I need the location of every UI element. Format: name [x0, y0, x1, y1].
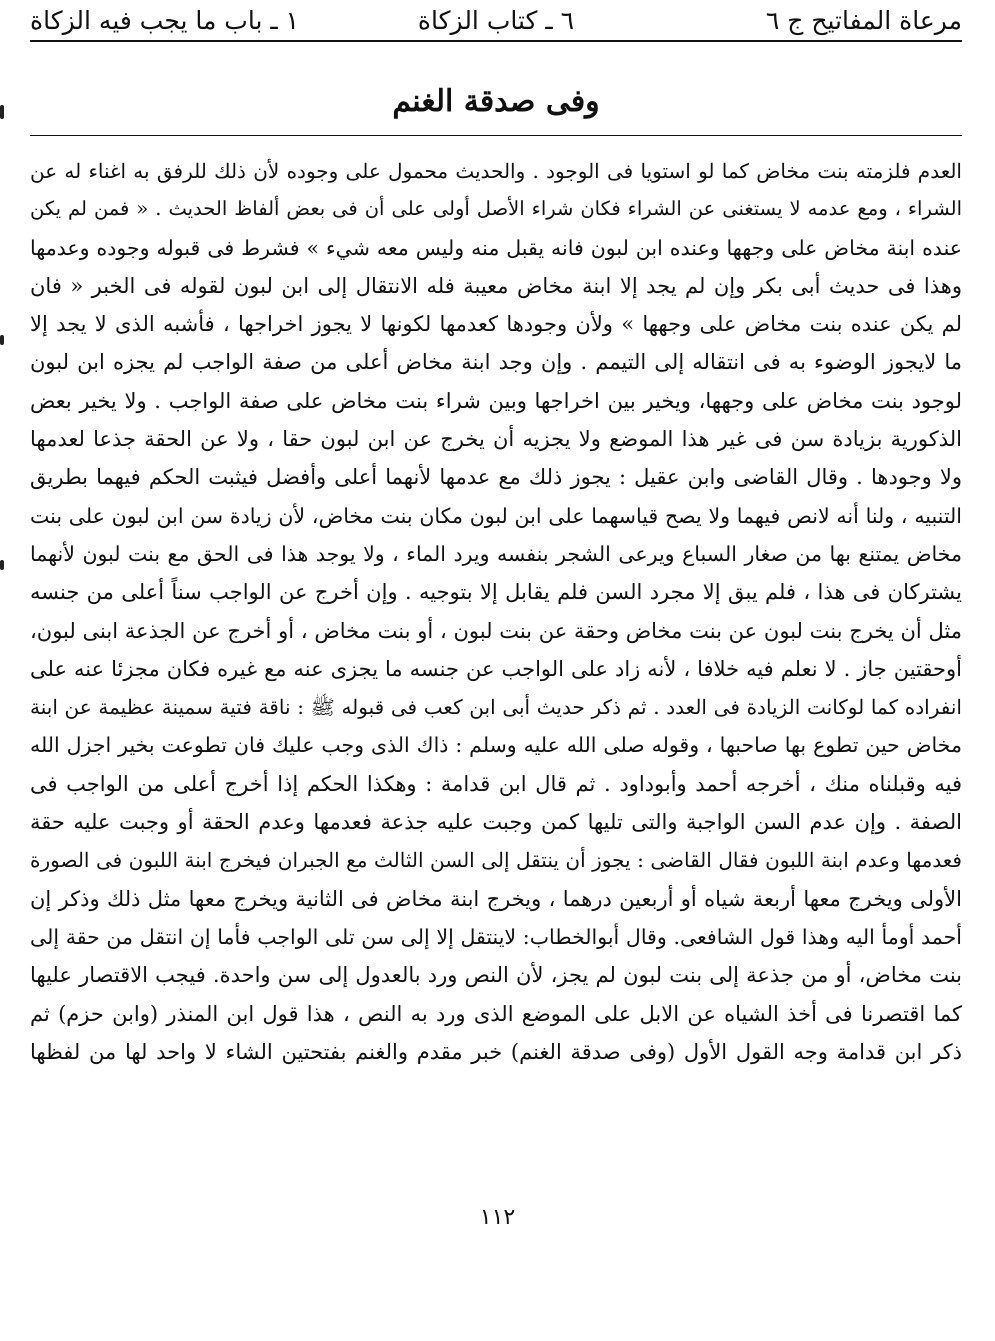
text-line: الصفة . وإن عدم السن الواجبة والتى تليها كمن وجبت عليه جذعة فعدمها وعدم الحقة أو وجبت عليه حقة — [30, 810, 962, 835]
scan-edge-mark — [0, 560, 4, 570]
text-line: أوحقتين جاز . لا نعلم فيه خلافا ، لأنه زاد على الواجب عن جنسه ما يجزى عنه مع غيره فكان مجزئا عنه على — [30, 656, 962, 681]
text-line: أحمد أومأ اليه وهذا قول الشافعى. وقال أبوالخطاب: لاينتقل إلا إلى سن تلى الواجب فأما إن انتقل من حقة إلى — [30, 924, 962, 949]
text-line: فيه وقبلناه منك ، أخرجه أحمد وأبوداود . ثم قال ابن قدامة : وهكذا الحكم إذا أخرج أعلى من الواجب فى — [30, 771, 962, 796]
text-line: كما اقتصرنا فى أخذ الشياه عن الابل على الموضع الذى ورد به النص ، هذا قول ابن المنذر (وابن حزم) ثم — [30, 1001, 962, 1026]
text-line: وهذا فى حديث أبى بكر وإن لم يجد إلا ابنة مخاض معيبة فله الانتقال إلى ابن لبون لقوله فى الخبر « فان — [30, 273, 962, 298]
text-line: يشتركان فى هذا ، فلم يبق إلا مجرد السن فلم يقابل إلا بتوجيه . وإن أخرج عن الواجب سناً أعلى من جنسه — [30, 580, 962, 605]
header-section: ١ ـ باب ما يجب فيه الزكاة — [30, 6, 300, 35]
page-number: ١١٢ — [479, 1205, 516, 1230]
text-line: بنت مخاض، أو من جذعة إلى بنت لبون لم يجز، لأن النص ورد بالعدول إلى سن واحدة. فيجب الاقتصار عليها — [30, 963, 962, 988]
scan-edge-mark — [0, 105, 4, 119]
text-line: لم يكن عنده بنت مخاض على وجهها » ولأن وجودها كعدمها لكونها لا يجوز اخراجها ، فأشبه الذى لا يجد إلا — [30, 312, 962, 337]
text-line: الشراء ، ومع عدمه لا يستغنى عن الشراء فكان شراء الأصل أولى على أن فى بعض ألفاظ الحديث . « فمن لم يكن — [30, 197, 962, 221]
body-text — [30, 152, 962, 1071]
section-title: وفى صدقة الغنم — [392, 84, 600, 119]
text-line: ذكر ابن قدامة وجه القول الأول (وفى صدقة الغنم) خبر مقدم والغنم بفتحتين الشاء لا واحد لها من لفظها — [30, 1039, 962, 1064]
text-line: مخاض حين تطوع بها صاحبها ، وقوله صلى الله عليه وسلم : ذاك الذى وجب عليك فان تطوعت بخير اجزل الله — [30, 733, 962, 758]
text-line: العدم فلزمته بنت مخاض كما لو استويا فى الوجود . والحديث محمول على وجوده لأن ذلك للرفق به اغناء له عن — [30, 159, 962, 183]
text-line: مخاض يمتنع بها من صغار السباع ويرعى الشجر بنفسه ويرد الماء ، ولا يوجد هذا فى الحق مع بنت لبون لأنهما — [30, 541, 962, 566]
text-line: ما لايجوز الوضوء به فى انتقاله إلى التيمم . وإن وجد ابنة مخاض أعلى من صفة الواجب لم يجزه ابن لبون — [30, 350, 962, 375]
text-line: انفراده كما لوكانت الزيادة فى العدد . ثم ذكر حديث أبى ابن كعب فى قبوله ﷺ : ناقة فتية سمينة عظيمة عن ابنة — [30, 695, 962, 720]
text-line: الأولى ويخرج معها أربعة شياه أو أربعين درهما ، ويخرج ابنة مخاض فى الثانية ويخرج معها مثل ذلك وذكر إن — [30, 886, 962, 911]
text-line: مثل أن يخرج بنت لبون عن بنت مخاض وحقة عن بنت لبون ، أو بنت مخاض ، أو أخرج عن الجذعة ابنى لبون، — [30, 618, 962, 643]
header-divider — [30, 40, 962, 42]
text-line: الذكورية بزيادة سن فى غير هذا الموضع ولا يجزيه أن يخرج عن ابن لبون حقا ، ولا عن الحقة جذعا لعدمها — [30, 427, 962, 452]
scan-edge-mark — [0, 335, 4, 345]
text-line: عنده ابنة مخاض على وجهها وعنده ابن لبون فانه يقبل منه وليس معه شيء » فشرط فى قبوله وجوده وعدمها — [30, 235, 962, 260]
header-chapter: ٦ ـ كتاب الزكاة — [417, 6, 575, 35]
text-line: لوجود بنت مخاض على وجهها، ويخير بين اخراجها وبين شراء بنت مخاض على صفة الواجب . ولا يخير بعض — [30, 388, 962, 413]
text-line: ولا وجودها . وقال القاضى وابن عقيل : يجوز ذلك مع عدمها لأنهما أعلى وأفضل فيثبت الحكم فيهما بطريق — [30, 465, 962, 490]
running-header — [30, 0, 962, 42]
text-line: التنبيه ، ولنا أنه لانص فيهما ولا يصح قياسهما على ابن لبون مكان بنت مخاض، لأن زيادة سن ابن لبون على بنت — [30, 503, 962, 528]
header-book-title: مرعاة المفاتيح ج ٦ — [765, 6, 962, 35]
text-line: فعدمها وعدم ابنة اللبون فقال القاضى : يجوز أن ينتقل إلى السن الثالث مع الجبران فيخرج ابنة اللبون فى الصورة — [30, 848, 962, 873]
title-divider — [30, 135, 962, 136]
